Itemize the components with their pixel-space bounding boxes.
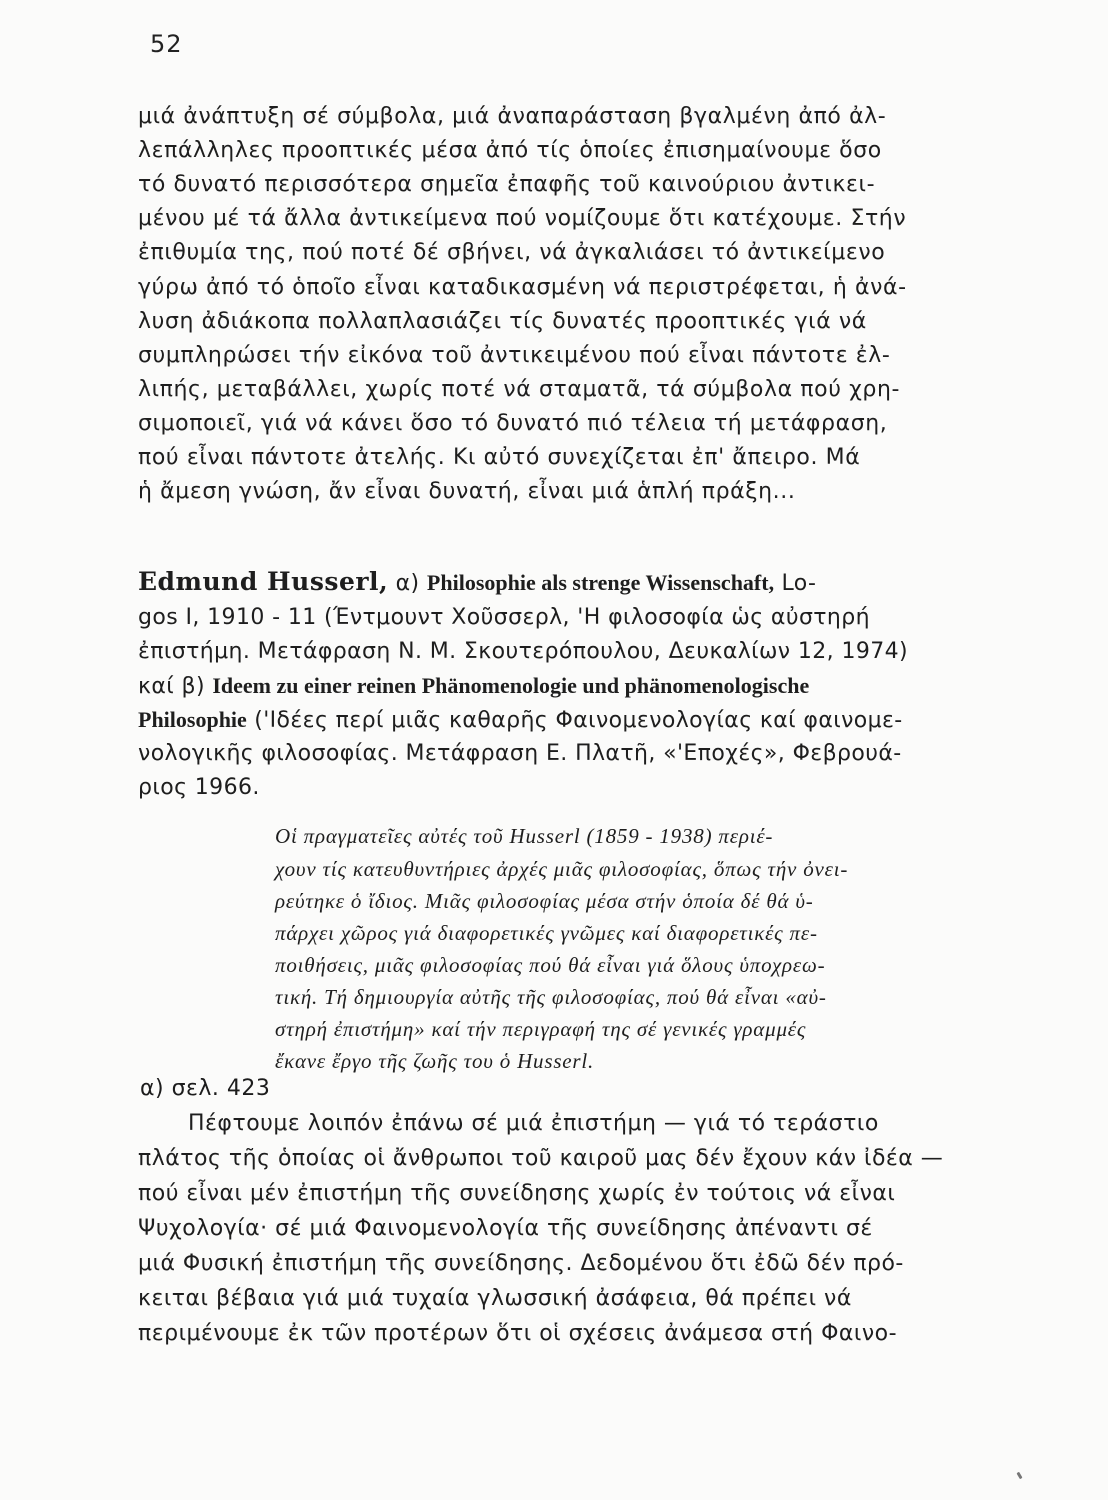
work-title-a: Philosophie als strenge Wissenschaft, — [426, 570, 775, 595]
page-number: 52 — [150, 30, 183, 58]
note-line: ποιθήσεις, μιᾶς φιλοσοφίας πού θά εἶναι γιά ὅλους ὑποχρεω- — [275, 953, 826, 977]
work-title-b-continued: Philosophie — [138, 707, 247, 732]
intro-line: σιμοποιεῖ, γιά νά κάνει ὅσο τό δυνατό πιό τέλεια τή μετάφραση, — [138, 411, 888, 436]
citation-line: ἐπιστήμη. Μετάφραση Ν. Μ. Σκουτερόπουλου, Δευκαλίων 12, 1974) — [138, 639, 909, 664]
citation-text: Lo- — [774, 571, 817, 596]
quote-line: μιά Φυσική ἐπιστήμη τῆς συνείδησης. Δεδομένου ὅτι ἐδῶ δέν πρό- — [138, 1251, 904, 1276]
citation-line: νολογικῆς φιλοσοφίας. Μετάφραση Ε. Πλατῆ, «'Εποχές», Φεβρουά- — [138, 741, 902, 766]
quote-line: πλάτος τῆς ὁποίας οἱ ἄνθρωποι τοῦ καιροῦ μας δέν ἔχουν κάν ἰδέα — — [138, 1146, 944, 1171]
note-line: στηρή ἐπιστήμη» καί τήν περιγραφή της σέ γενικές γραμμές — [275, 1017, 807, 1041]
citation-line: gos I, 1910 - 11 (Έντμουντ Χοῦσσερλ, 'Η φιλοσοφία ὡς αὐστηρή — [138, 605, 870, 630]
quote-line: κειται βέβαια γιά μιά τυχαία γλωσσική ἀσάφεια, θά πρέπει νά — [138, 1286, 852, 1311]
intro-line: τό δυνατό περισσότερα σημεῖα ἐπαφῆς τοῦ καινούριου ἀντικει- — [138, 172, 876, 197]
quote-line: Ψυχολογία· σέ μιά Φαινομενολογία τῆς συνείδησης ἀπέναντι σέ — [138, 1216, 873, 1241]
citation-line — [138, 672, 998, 701]
note-line: Οἱ πραγματεῖες αὐτές τοῦ Husserl (1859 - 1938) περιέ- — [275, 824, 774, 848]
quote-line: Πέφτουμε λοιπόν ἐπάνω σέ μιά ἐπιστήμη — γιά τό τεράστιο — [188, 1111, 879, 1136]
author-name: Edmund Husserl, — [138, 567, 389, 596]
intro-line: πού εἶναι πάντοτε ἀτελής. Κι αὐτό συνεχίζεται ἐπ' ἄπειρο. Μά — [138, 445, 861, 470]
intro-line: γύρω ἀπό τό ὁποῖο εἶναι καταδικασμένη νά περιστρέφεται, ἡ ἀνά- — [138, 275, 907, 300]
note-line: ρεύτηκε ὁ ἴδιος. Μιᾶς φιλοσοφίας μέσα στήν ὁποία δέ θά ὑ- — [275, 889, 814, 913]
citation-line — [138, 568, 998, 598]
intro-line: λεπάλληλες προοπτικές μέσα ἀπό τίς ὁποίες ἐπισημαίνουμε ὅσο — [138, 138, 882, 163]
intro-line: ἡ ἄμεση γνώση, ἄν εἶναι δυνατή, εἶναι μιά ἁπλή πράξη... — [138, 479, 796, 504]
part-b-marker: καί β) — [138, 674, 213, 699]
intro-line: ἐπιθυμία της, πού ποτέ δέ σβήνει, νά ἀγκαλιάσει τό ἀντικείμενο — [138, 240, 886, 265]
quote-line: περιμένουμε ἐκ τῶν προτέρων ὅτι οἱ σχέσεις ἀνάμεσα στή Φαινο- — [138, 1321, 898, 1346]
quote-line: πού εἶναι μέν ἐπιστήμη τῆς συνείδησης χωρίς ἐν τούτοις νά εἶναι — [138, 1181, 896, 1206]
intro-line: μένου μέ τά ἄλλα ἀντικείμενα πού νομίζουμε ὅτι κατέχουμε. Στήν — [138, 206, 907, 231]
note-line: χουν τίς κατευθυντήριες ἀρχές μιᾶς φιλοσοφίας, ὅπως τήν ὀνει- — [275, 857, 849, 881]
note-line: ἔκανε ἔργο τῆς ζωῆς του ὁ Husserl. — [275, 1049, 595, 1073]
citation-line: ριος 1966. — [138, 775, 260, 800]
part-a-marker: α) — [388, 571, 427, 596]
citation-text: ('Ιδέες περί μιᾶς καθαρῆς Φαινομενολογίας καί φαινομε- — [246, 708, 903, 733]
intro-line: μιά ἀνάπτυξη σέ σύμβολα, μιά ἀναπαράσταση βγαλμένη ἀπό ἀλ- — [138, 104, 887, 129]
paper-speck — [1016, 1472, 1022, 1480]
section-reference: α) σελ. 423 — [140, 1076, 271, 1101]
intro-line: λιπής, μεταβάλλει, χωρίς ποτέ νά σταματᾶ, τά σύμβολα πού χρη- — [138, 377, 901, 402]
note-line: τική. Τή δημιουργία αὐτῆς τῆς φιλοσοφίας, πού θά εἶναι «αὐ- — [275, 985, 827, 1009]
work-title-b: Ideem zu einer reinen Phänomenologie und phänomenologische — [212, 673, 810, 698]
intro-line: συμπληρώσει τήν εἰκόνα τοῦ ἀντικειμένου πού εἶναι πάντοτε ἐλ- — [138, 343, 891, 368]
intro-line: λυση ἀδιάκοπα πολλαπλασιάζει τίς δυνατές προοπτικές γιά νά — [138, 309, 867, 334]
note-line: πάρχει χῶρος γιά διαφορετικές γνῶμες καί διαφορετικές πε- — [275, 921, 818, 945]
citation-line — [138, 706, 998, 735]
